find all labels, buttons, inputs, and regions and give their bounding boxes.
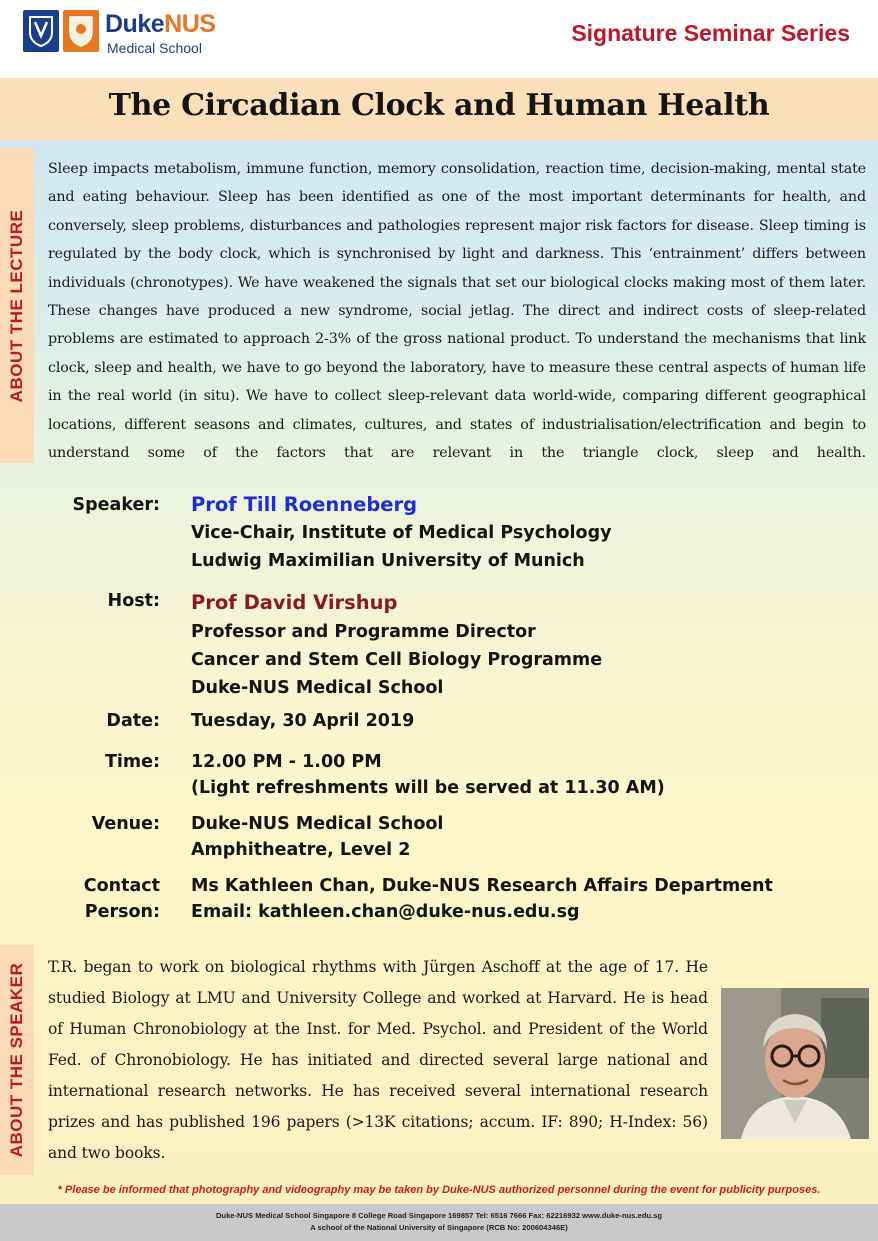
date-value: Tuesday, 30 April 2019 bbox=[191, 711, 415, 731]
contact-label-1: Contact bbox=[83, 876, 160, 896]
host-affiliation-3: Duke-NUS Medical School bbox=[191, 678, 444, 698]
speaker-name: Prof Till Roenneberg bbox=[191, 493, 418, 516]
about-lecture-label: ABOUT THE LECTURE bbox=[7, 209, 26, 402]
speaker-affiliation-2: Ludwig Maximilian University of Munich bbox=[191, 551, 585, 571]
contact-email[interactable]: Email: kathleen.chan@duke-nus.edu.sg bbox=[191, 902, 580, 922]
host-label: Host: bbox=[107, 591, 160, 611]
duke-shield-icon bbox=[23, 10, 59, 52]
about-speaker-tab bbox=[0, 945, 34, 1175]
venue-line-1: Duke-NUS Medical School bbox=[191, 814, 444, 834]
speaker-bio: T.R. began to work on biological rhythms with Jürgen Aschoff at the age of 17. He studied Biology at LMU and University College and worked at Harvard. He is head of Human Chronobiology at the Inst. for Med. Psychol. and President of the World Fed. of Chronobiology. He has initiated and directed several large national and international research networks. He has received several international research prizes and has published 196 papers (>13K citations; accum. IF: 890; H-Index: 56) and two books. bbox=[48, 958, 708, 1162]
logo-subtitle: Medical School bbox=[107, 40, 202, 56]
contact-name: Ms Kathleen Chan, Duke-NUS Research Affairs Department bbox=[191, 876, 773, 896]
about-speaker-label: ABOUT THE SPEAKER bbox=[7, 962, 26, 1158]
time-label: Time: bbox=[104, 752, 160, 772]
about-lecture-tab bbox=[0, 148, 34, 463]
nus-shield-icon bbox=[63, 10, 99, 52]
host-affiliation-1: Professor and Programme Director bbox=[191, 622, 536, 642]
time-value: 12.00 PM - 1.00 PM bbox=[191, 752, 382, 772]
host-affiliation-2: Cancer and Stem Cell Biology Programme bbox=[191, 650, 603, 670]
speaker-label: Speaker: bbox=[72, 495, 160, 515]
speaker-photo bbox=[721, 988, 869, 1139]
duke-nus-logo bbox=[23, 10, 223, 58]
contact-label-2: Person: bbox=[84, 902, 160, 922]
footer-address: Duke-NUS Medical School Singapore 8 College Road Singapore 169857 Tel: 6516 7666 Fax: 62216932 www.duke-nus.edu.sg bbox=[215, 1211, 663, 1220]
photography-notice: * Please be informed that photography and videography may be taken by Duke-NUS authorized personnel during the event for publicity purposes. bbox=[57, 1184, 821, 1196]
venue-line-2: Amphitheatre, Level 2 bbox=[191, 840, 411, 860]
header bbox=[0, 0, 878, 78]
page-title: The Circadian Clock and Human Health bbox=[108, 88, 770, 123]
lecture-abstract: Sleep impacts metabolism, immune function, memory consolidation, reaction time, decision-making, mental state and eating behaviour. Sleep has been identified as one of the most important determinants for health, and conversely, sleep problems, disturbances and pathologies represent major risk factors for disease. Sleep timing is regulated by the body clock, which is synchronised by light and darkness. This ‘entrainment’ differs between individuals (chronotypes). We have weakened the signals that set our biological clocks making most of them later. These changes have produced a new syndrome, social jetlag. The direct and indirect costs of sleep-related problems are estimated to approach 2-3% of the gross national product. To understand the mechanisms that link clock, sleep and health, we have to go beyond the laboratory, have to measure these central aspects of human life in the real world (in situ). We have to collect sleep-relevant data world-wide, comparing different geographical locations, different seasons and climates, cultures, and states of industrialisation/electrification and begin to understand some of the factors that are relevant in the triangle clock, sleep and health. bbox=[48, 161, 866, 462]
speaker-affiliation-1: Vice-Chair, Institute of Medical Psychology bbox=[191, 523, 612, 543]
footer-registration: A school of the National University of Singapore (RCB No: 200604346E) bbox=[310, 1223, 568, 1232]
logo-wordmark: DukeNUS bbox=[105, 10, 216, 38]
date-label: Date: bbox=[106, 711, 160, 731]
series-title: Signature Seminar Series bbox=[571, 20, 850, 46]
host-name: Prof David Virshup bbox=[191, 591, 398, 614]
footer bbox=[0, 1204, 878, 1241]
venue-label: Venue: bbox=[91, 814, 160, 834]
time-note: (Light refreshments will be served at 11.30 AM) bbox=[191, 778, 665, 798]
